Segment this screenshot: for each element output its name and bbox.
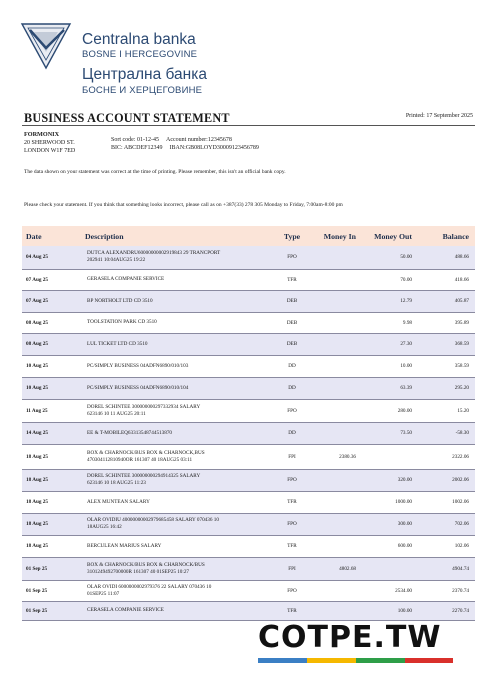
cell-description — [82, 491, 278, 513]
description-line-1: BOX & CHARNOCK/BUS BOX & CHARNOCK/BUS — [87, 561, 205, 568]
cell-description — [82, 557, 278, 580]
description-line-2: 01SEP25 11:07 — [87, 590, 120, 597]
cell-type: FPO — [278, 399, 306, 422]
table-row — [22, 269, 475, 290]
watermark-stripe-red — [405, 658, 453, 663]
description-line-2: 623146 10 18 AUG25 11:23 — [87, 480, 146, 486]
cell-money-out: 1000.00 — [359, 491, 415, 513]
cell-type: DEB — [278, 312, 306, 333]
account-details — [111, 136, 266, 152]
cell-date: 14 Aug 25 — [22, 422, 82, 444]
iban: IBAN:GB08LOYD30009123456789 — [169, 145, 259, 151]
cell-description — [82, 444, 278, 469]
header-date: Date — [22, 226, 82, 246]
description-line-2: 623146 10 11 AUG25 20:11 — [87, 410, 146, 417]
cell-money-in — [306, 580, 359, 601]
description-line-1: CERASELA COMPANIE SERVICE — [87, 607, 164, 613]
cell-type: DD — [278, 355, 306, 377]
table-row — [22, 491, 475, 513]
cell-money-in — [306, 535, 359, 557]
cell-date: 04 Aug 25 — [22, 246, 82, 269]
table-row — [22, 312, 475, 333]
cell-money-out: 100.00 — [359, 601, 415, 620]
cell-money-out: 600.00 — [359, 535, 415, 557]
cell-description — [82, 513, 278, 535]
description-line-1: GERASELA COMPANIE SERVICE — [87, 276, 165, 282]
cell-balance: 488.66 — [415, 246, 475, 269]
cell-money-in — [306, 469, 359, 491]
table-row — [22, 355, 475, 377]
table-header-row — [22, 226, 475, 246]
description-line-2: 18AUG25 16:42 — [87, 524, 122, 530]
cell-money-in — [306, 246, 359, 269]
cell-money-in — [306, 312, 359, 333]
cell-description — [82, 580, 278, 601]
cell-balance: 2270.74 — [415, 601, 475, 620]
bic: BIC: ABCDEF12349 — [111, 145, 163, 151]
cell-type: TFR — [278, 601, 306, 620]
cell-money-in — [306, 290, 359, 312]
cell-date: 18 Aug 25 — [22, 535, 82, 557]
cell-money-in — [306, 269, 359, 290]
account-number: Account number:12345678 — [166, 137, 232, 143]
table-row — [22, 333, 475, 355]
cell-balance: 2322.06 — [415, 444, 475, 469]
cell-money-in — [306, 601, 359, 620]
watermark-stripe-yellow — [307, 658, 356, 663]
cell-money-in — [306, 355, 359, 377]
cell-money-in — [306, 491, 359, 513]
cell-money-in — [306, 377, 359, 399]
description-line-1: ALEX MUNTEAN SALARY — [87, 498, 150, 505]
cell-date: 10 Aug 25 — [22, 355, 82, 377]
watermark-stripe-green — [356, 658, 405, 663]
cell-date: 01 Sep 25 — [22, 557, 82, 580]
printed-date: Printed: 17 September 2025 — [405, 113, 473, 119]
table-row — [22, 399, 475, 422]
cell-description — [82, 355, 278, 377]
table-row — [22, 513, 475, 535]
bank-logo-icon — [20, 18, 72, 70]
table-row — [22, 377, 475, 399]
header-description: Description — [82, 226, 278, 246]
cell-balance: 1002.06 — [415, 491, 475, 513]
header-money-in: Money In — [306, 226, 359, 246]
cell-money-out: 50.00 — [359, 246, 415, 269]
cell-date: 08 Aug 25 — [22, 333, 82, 355]
cell-date: 18 Aug 25 — [22, 513, 82, 535]
watermark-stripe-blue — [258, 658, 307, 663]
cell-date: 10 Aug 25 — [22, 377, 82, 399]
cell-date: 07 Aug 25 — [22, 290, 82, 312]
description-line-1: TOOLSTATION PARK CD 3510 — [87, 319, 157, 325]
description-line-1: LUL TICKET LTD CD 3510 — [87, 340, 148, 347]
cell-type: DEB — [278, 333, 306, 355]
cell-balance: 368.59 — [415, 333, 475, 355]
cell-money-out: 2534.00 — [359, 580, 415, 601]
cell-balance: 702.06 — [415, 513, 475, 535]
cell-date: 11 Aug 25 — [22, 399, 82, 422]
cell-description — [82, 290, 278, 312]
cell-balance: 2370.74 — [415, 580, 475, 601]
bank-name-latin: Centralna banka — [82, 31, 196, 48]
description-line-2: 3101249492700000R 161307 40 01SEP25 10:27 — [87, 568, 190, 575]
cell-balance: 15.20 — [415, 399, 475, 422]
cell-money-out: 9.98 — [359, 312, 415, 333]
bank-name-cyrillic: Централна банка — [82, 66, 207, 83]
bank-country-cyrillic: БОСНЕ И ХЕРЦЕГОВИНЕ — [82, 85, 203, 96]
cell-type: TFR — [278, 269, 306, 290]
cell-money-out — [359, 444, 415, 469]
cell-money-out: 63.39 — [359, 377, 415, 399]
bank-country-latin: BOSNE I HERCEGOVINE — [82, 49, 198, 60]
table-row — [22, 444, 475, 469]
description-line-1: DOREL SCHINTEE 300000000297332934 SALARY — [87, 403, 201, 410]
cell-money-out: 73.50 — [359, 422, 415, 444]
bank-name-block — [82, 31, 207, 97]
cell-money-in: 4802.68 — [306, 557, 359, 580]
description-line-1: BP NORTHOLT LTD CD 3510 — [87, 297, 153, 304]
cell-money-in — [306, 399, 359, 422]
cell-type: DD — [278, 422, 306, 444]
cell-description — [82, 246, 278, 269]
cell-date: 07 Aug 25 — [22, 269, 82, 290]
cell-date: 18 Aug 25 — [22, 469, 82, 491]
table-row — [22, 246, 475, 269]
description-line-1: BOX & CHARNOCK/BUS BOX & CHARNOCK,BUS — [87, 449, 205, 456]
cell-description — [82, 377, 278, 399]
cell-date: 01 Sep 25 — [22, 580, 82, 601]
cell-balance: 102.06 — [415, 535, 475, 557]
cell-type: TFR — [278, 491, 306, 513]
cell-description — [82, 422, 278, 444]
customer-address — [24, 131, 75, 155]
description-line-2: 202941 10:04AUG25 19:22 — [87, 257, 146, 264]
table-row — [22, 422, 475, 444]
table-row — [22, 535, 475, 557]
description-line-1: BERCULEAN MARIUS SALARY — [87, 542, 162, 549]
title-divider — [22, 125, 475, 126]
cell-money-out: 12.79 — [359, 290, 415, 312]
cell-type: FPI — [278, 557, 306, 580]
watermark-text: COTPE.TW — [258, 620, 442, 655]
cell-type: FPO — [278, 469, 306, 491]
statement-title: BUSINESS ACCOUNT STATEMENT — [24, 111, 230, 125]
cell-type: FPO — [278, 580, 306, 601]
description-line-1: DUTCA ALEXANDRU60000000002919843 29 TRANCPORT — [87, 250, 221, 257]
accuracy-note: The data shown on your statement was correct at the time of printing. Please remember, this isn't an official bank copy. — [24, 169, 286, 175]
cell-money-in — [306, 513, 359, 535]
cell-balance: 405.87 — [415, 290, 475, 312]
cell-money-in — [306, 333, 359, 355]
description-line-1: OLAR OVIDI 6000000002979376 22 SALARY 070436 10 — [87, 583, 212, 590]
cell-balance: 418.66 — [415, 269, 475, 290]
table-row — [22, 469, 475, 491]
customer-company: FORMONIX — [24, 131, 60, 138]
transactions-body — [22, 246, 475, 620]
cell-date: 18 Aug 25 — [22, 444, 82, 469]
cell-money-in: 2380.36 — [306, 444, 359, 469]
table-row — [22, 290, 475, 312]
cell-description — [82, 469, 278, 491]
cell-description — [82, 333, 278, 355]
cell-balance: 2002.06 — [415, 469, 475, 491]
cell-description — [82, 312, 278, 333]
header-balance: Balance — [415, 226, 475, 246]
table-row — [22, 601, 475, 620]
cell-money-out: 300.00 — [359, 513, 415, 535]
cell-type: DD — [278, 377, 306, 399]
cell-money-out: 280.00 — [359, 399, 415, 422]
description-line-1: DOREL SCHINTEE 300000000294914325 SALARY — [87, 473, 201, 479]
header-money-out: Money Out — [359, 226, 415, 246]
cell-balance: 4904.74 — [415, 557, 475, 580]
cell-date: 01 Sep 25 — [22, 601, 82, 620]
cell-description — [82, 399, 278, 422]
contact-note: Please check your statement. If you think that something looks incorrect, please call as on +387(33) 278 305 Monday to Friday, 7:00am-8:00 pm — [24, 202, 343, 208]
table-row — [22, 557, 475, 580]
description-line-1: EE & T-MOBILEQ63313548744513870 — [87, 429, 173, 436]
sort-code: Sort code: 01-12-45 — [111, 137, 159, 143]
cell-money-out: 320.00 — [359, 469, 415, 491]
cell-type: FPI — [278, 444, 306, 469]
description-line-2: 470304112810940OR 161307 40 18AUG25 03:11 — [87, 456, 193, 463]
cell-money-out: 10.00 — [359, 355, 415, 377]
address-line-1: 20 SHERWOOD ST. — [24, 140, 75, 146]
cell-date: 18 Aug 25 — [22, 491, 82, 513]
cell-money-in — [306, 422, 359, 444]
cell-date: 08 Aug 25 — [22, 312, 82, 333]
address-line-2: LONDON W1F 7ED — [24, 148, 76, 154]
cell-balance: 395.89 — [415, 312, 475, 333]
description-line-1: PC/SIMPLY BUSINESS 04ADFN6890/010/104 — [87, 384, 189, 391]
cell-money-out — [359, 557, 415, 580]
cell-balance: -58.30 — [415, 422, 475, 444]
cell-money-out: 70.00 — [359, 269, 415, 290]
cell-description — [82, 269, 278, 290]
description-line-1: OLAR OVIDIU 40000000002979685458 SALARY 070436 10 — [87, 517, 219, 523]
cell-balance: 358.59 — [415, 355, 475, 377]
transactions-table — [22, 226, 475, 621]
cell-description — [82, 601, 278, 620]
description-line-1: PC/SIMPLY BUSINESS 04ADFN6890/010/103 — [87, 362, 189, 369]
cell-type: FPO — [278, 246, 306, 269]
cell-type: FPO — [278, 513, 306, 535]
cell-type: DEB — [278, 290, 306, 312]
cell-description — [82, 535, 278, 557]
cell-money-out: 27.30 — [359, 333, 415, 355]
cell-type: TFR — [278, 535, 306, 557]
header-type: Type — [278, 226, 306, 246]
cell-balance: 295.20 — [415, 377, 475, 399]
table-row — [22, 580, 475, 601]
